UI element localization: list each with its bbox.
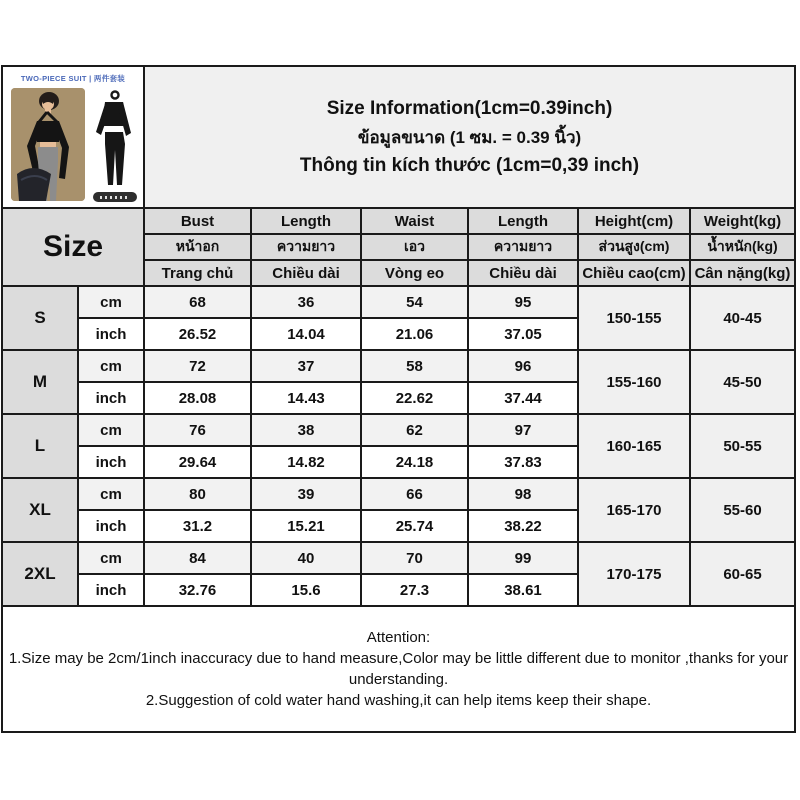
unit-cm: cm <box>78 542 144 574</box>
cell-m-height: 155-160 <box>578 350 690 414</box>
cell-xl-length1-inch: 15.21 <box>251 510 361 542</box>
cell-s-length1-inch: 14.04 <box>251 318 361 350</box>
product-badge <box>93 192 137 202</box>
size-label-m: M <box>2 350 78 414</box>
attention-note <box>2 606 795 732</box>
cell-m-length2-cm: 96 <box>468 350 578 382</box>
unit-cm: cm <box>78 286 144 318</box>
cell-s-bust-cm: 68 <box>144 286 251 318</box>
product-suit-image <box>88 89 140 189</box>
cell-s-length1-cm: 36 <box>251 286 361 318</box>
cell-m-bust-cm: 72 <box>144 350 251 382</box>
cell-xl-length1-cm: 39 <box>251 478 361 510</box>
attention-heading: Attention: <box>366 629 431 646</box>
cell-2xl-bust-cm: 84 <box>144 542 251 574</box>
size-label-s: S <box>2 286 78 350</box>
cell-2xl-bust-inch: 32.76 <box>144 574 251 606</box>
col-header-height-th: ส่วนสูง(cm) <box>578 234 690 260</box>
cell-s-bust-inch: 26.52 <box>144 318 251 350</box>
col-header-waist-th: เอว <box>361 234 468 260</box>
col-header-bust-en: Bust <box>144 208 251 234</box>
col-header-length1-en: Length <box>251 208 361 234</box>
brand-label: TWO-PIECE SUIT | 两件套装 <box>20 74 126 83</box>
cell-m-waist-cm: 58 <box>361 350 468 382</box>
size-header: Size <box>2 208 144 286</box>
cell-2xl-length1-inch: 15.6 <box>251 574 361 606</box>
cell-s-length2-inch: 37.05 <box>468 318 578 350</box>
model-figure-art <box>11 88 85 201</box>
cell-l-weight: 50-55 <box>690 414 795 478</box>
cell-m-waist-inch: 22.62 <box>361 382 468 414</box>
cell-2xl-waist-cm: 70 <box>361 542 468 574</box>
cell-xl-length2-inch: 38.22 <box>468 510 578 542</box>
attention-line-1: 1.Size may be 2cm/1inch inaccuracy due to hand measure,Color may be little different due to monitor ,thanks for your understanding. <box>8 650 789 688</box>
page-title-en: Size Information(1cm=0.39inch) <box>326 97 613 119</box>
col-header-weight-vi: Cân nặng(kg) <box>690 260 795 286</box>
col-header-length2-vi: Chiều dài <box>468 260 578 286</box>
unit-cm: cm <box>78 350 144 382</box>
col-header-waist-en: Waist <box>361 208 468 234</box>
cell-l-height: 160-165 <box>578 414 690 478</box>
cell-l-bust-inch: 29.64 <box>144 446 251 478</box>
cell-s-height: 150-155 <box>578 286 690 350</box>
badge-text-art <box>100 196 130 199</box>
cell-s-weight: 40-45 <box>690 286 795 350</box>
col-header-height-vi: Chiều cao(cm) <box>578 260 690 286</box>
table-row-xl-cm <box>2 478 795 510</box>
cell-2xl-length2-cm: 99 <box>468 542 578 574</box>
cell-xl-height: 165-170 <box>578 478 690 542</box>
table-row-l-cm <box>2 414 795 446</box>
title-cell <box>144 66 795 208</box>
cell-xl-bust-cm: 80 <box>144 478 251 510</box>
cell-2xl-weight: 60-65 <box>690 542 795 606</box>
cell-m-length1-cm: 37 <box>251 350 361 382</box>
cell-xl-waist-cm: 66 <box>361 478 468 510</box>
col-header-bust-vi: Trang chủ <box>144 260 251 286</box>
cell-2xl-length2-inch: 38.61 <box>468 574 578 606</box>
cell-l-bust-cm: 76 <box>144 414 251 446</box>
unit-cm: cm <box>78 414 144 446</box>
unit-inch: inch <box>78 318 144 350</box>
cell-m-weight: 45-50 <box>690 350 795 414</box>
unit-inch: inch <box>78 574 144 606</box>
cell-s-waist-cm: 54 <box>361 286 468 318</box>
page-title-vi: Thông tin kích thước (1cm=0,39 inch) <box>299 154 640 176</box>
size-table <box>1 65 796 733</box>
unit-cm: cm <box>78 478 144 510</box>
cell-l-length1-cm: 38 <box>251 414 361 446</box>
col-header-length2-en: Length <box>468 208 578 234</box>
model-photo <box>11 88 85 201</box>
attention-line-2: 2.Suggestion of cold water hand washing,it can help items keep their shape. <box>145 692 652 709</box>
size-label-2xl: 2XL <box>2 542 78 606</box>
cell-l-waist-inch: 24.18 <box>361 446 468 478</box>
cell-xl-bust-inch: 31.2 <box>144 510 251 542</box>
table-row-m-cm <box>2 350 795 382</box>
cell-xl-length2-cm: 98 <box>468 478 578 510</box>
cell-2xl-height: 170-175 <box>578 542 690 606</box>
cell-l-length2-inch: 37.83 <box>468 446 578 478</box>
col-header-height-en: Height(cm) <box>578 208 690 234</box>
col-header-weight-en: Weight(kg) <box>690 208 795 234</box>
unit-inch: inch <box>78 446 144 478</box>
col-header-length1-vi: Chiều dài <box>251 260 361 286</box>
cell-2xl-waist-inch: 27.3 <box>361 574 468 606</box>
cell-2xl-length1-cm: 40 <box>251 542 361 574</box>
product-image-cell <box>2 66 144 208</box>
cell-s-length2-cm: 95 <box>468 286 578 318</box>
size-label-xl: XL <box>2 478 78 542</box>
col-header-waist-vi: Vòng eo <box>361 260 468 286</box>
cell-m-length2-inch: 37.44 <box>468 382 578 414</box>
cell-xl-weight: 55-60 <box>690 478 795 542</box>
cell-s-waist-inch: 21.06 <box>361 318 468 350</box>
page-title-th: ข้อมูลขนาด (1 ซม. = 0.39 นิ้ว) <box>357 127 582 147</box>
col-header-length2-th: ความยาว <box>468 234 578 260</box>
cell-l-length1-inch: 14.82 <box>251 446 361 478</box>
size-label-l: L <box>2 414 78 478</box>
table-row-s-cm <box>2 286 795 318</box>
col-header-length1-th: ความยาว <box>251 234 361 260</box>
cell-l-waist-cm: 62 <box>361 414 468 446</box>
cell-l-length2-cm: 97 <box>468 414 578 446</box>
unit-inch: inch <box>78 382 144 414</box>
cell-m-length1-inch: 14.43 <box>251 382 361 414</box>
cell-m-bust-inch: 28.08 <box>144 382 251 414</box>
col-header-bust-th: หน้าอก <box>144 234 251 260</box>
cell-xl-waist-inch: 25.74 <box>361 510 468 542</box>
table-row-2xl-cm <box>2 542 795 574</box>
unit-inch: inch <box>78 510 144 542</box>
col-header-weight-th: น้ำหนัก(kg) <box>690 234 795 260</box>
